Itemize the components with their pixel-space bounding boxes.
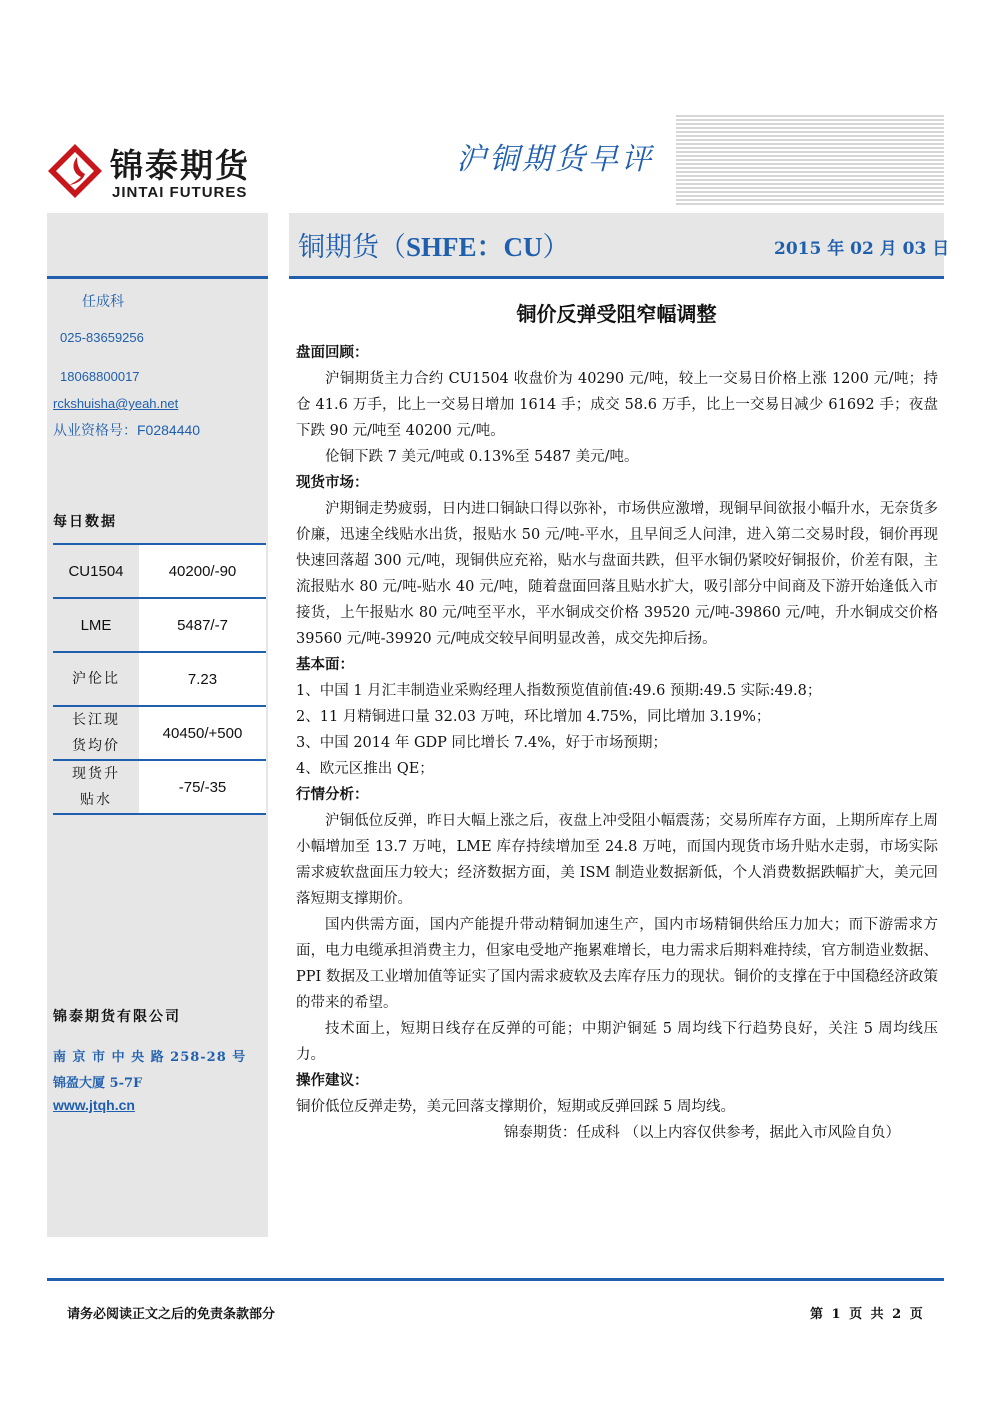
paragraph: 伦铜下跌 7 美元/吨或 0.13%至 5487 美元/吨。 <box>325 449 639 465</box>
analyst-phone-office: 025-83659256 <box>60 330 144 345</box>
table-row <box>53 759 266 815</box>
list-item: 3、中国 2014 年 GDP 同比增长 7.4%，好于市场预期； <box>296 735 667 751</box>
section-heading: 盘面回顾： <box>296 345 369 361</box>
page-number: 第 1 页 共 2 页 <box>810 1307 923 1322</box>
section-title <box>298 225 570 264</box>
section-heading: 行情分析： <box>296 787 369 803</box>
row-value: 40200/-90 <box>139 545 266 597</box>
title-band-divider <box>289 276 944 279</box>
paragraph: 沪期铜走势疲弱，日内进口铜缺口得以弥补，市场供应激增，现铜早间欲报小幅升水，无奈货多价廉，迅速全线贴水出货，报贴水 50 元/吨-平水，且早间乏人问津，进入第二交易时段，铜价再现快速回落超 300 元/吨，现铜供应充裕，贴水与盘面共跌，但平水铜仍紧咬好铜报价，价差有限，主流报贴水 80 元/吨-贴水 40 元/吨，随着盘面回落且贴水扩大，吸引部分中间商及下游开始逢低入市接货，上午报贴水 80 元/吨至平水，平水铜成交价格 39520 元/吨-39860 元/吨，升水铜成交价格 39560 元/吨-39920 元/吨成交较早间明显改善，成交先抑后扬。 <box>296 501 938 647</box>
report-title: 沪铜期货早评 <box>456 142 654 177</box>
section-heading: 现货市场： <box>296 475 369 491</box>
company-address-line1: 南 京 市 中 央 路 258-28 号 <box>53 1050 247 1065</box>
table-row <box>53 705 266 759</box>
analyst-name: 任成科 <box>82 293 124 309</box>
row-label: CU1504 <box>68 562 124 580</box>
paragraph: 国内供需方面，国内产能提升带动精铜加速生产，国内市场精铜供给压力加大；而下游需求方面，电力电缆承担消费主力，但家电受地产拖累难增长，电力需求后期料难持续，官方制造业数据、PPI 数据及工业增加值等证实了国内需求疲软及去库存压力的现状。铜价的支撑在于中国稳经济政策的带来的希望。 <box>296 917 938 1011</box>
daily-data-title: 每日数据 <box>53 514 117 530</box>
row-value: -75/-35 <box>139 761 266 813</box>
company-address-line2: 锦盈大厦 5-7F <box>53 1076 143 1091</box>
list-item: 4、欧元区推出 QE； <box>296 761 434 777</box>
paragraph: 沪铜低位反弹，昨日大幅上涨之后，夜盘上冲受阻小幅震荡；交易所库存方面，上期所库存上周小幅增加至 13.7 万吨，LME 库存持续增加至 24.8 万吨，而国内现货市场升贴水走弱，市场实际需求疲软盘面压力较大；经济数据方面，美 ISM 制造业数据新低，个人消费数据跌幅扩大，美元回落短期支撑期价。 <box>296 813 938 907</box>
section-title-suffix: ） <box>542 232 570 263</box>
company-logo-icon <box>47 143 103 199</box>
company-logo-cn: 锦泰期货 <box>110 146 250 185</box>
table-row <box>53 651 266 705</box>
row-label: 现货升贴水 <box>72 766 120 808</box>
footer-disclaimer: 请务必阅读正文之后的免责条款部分 <box>67 1307 276 1322</box>
paragraph: 技术面上，短期日线存在反弹的可能；中期沪铜延 5 周均线下行趋势良好，关注 5 周均线压力。 <box>296 1021 938 1063</box>
sidebar-divider <box>47 276 268 279</box>
report-date: 2015 年 02 月 03 日 <box>774 239 950 259</box>
row-label: LME <box>80 616 112 634</box>
section-title-prefix: 铜期货（ <box>298 232 406 263</box>
table-row <box>53 543 266 597</box>
analyst-certificate: 从业资格号：F0284440 <box>53 422 201 438</box>
list-item: 2、11 月精铜进口量 32.03 万吨，环比增加 4.75%，同比增加 3.19%； <box>296 709 771 725</box>
section-heading: 操作建议： <box>296 1073 369 1089</box>
table-row <box>53 597 266 651</box>
row-label: 沪伦比 <box>72 671 120 687</box>
section-title-code: SHFE：CU <box>406 232 543 262</box>
daily-data-table <box>53 543 266 815</box>
row-value: 5487/-7 <box>139 599 266 651</box>
paragraph: 沪铜期货主力合约 CU1504 收盘价为 40290 元/吨，较上一交易日价格上涨 1200 元/吨；持仓 41.6 万手，比上一交易日增加 1614 手；成交 58.6 万手，比上一交易日减少 61692 手；夜盘下跌 90 元/吨至 40200 元/吨。 <box>296 371 938 439</box>
signature-line: 锦泰期货：任成科 （以上内容仅供参考，据此入市风险自负） <box>503 1125 900 1141</box>
row-value: 7.23 <box>139 653 266 705</box>
footer-divider <box>47 1278 944 1281</box>
company-website-link[interactable]: www.jtqh.cn <box>53 1097 135 1113</box>
section-heading: 基本面： <box>296 657 354 673</box>
paragraph: 铜价低位反弹走势，美元回落支撑期价，短期或反弹回踩 5 周均线。 <box>296 1099 735 1115</box>
analyst-phone-mobile: 18068800017 <box>60 369 140 384</box>
row-value: 40450/+500 <box>139 707 266 759</box>
article-body <box>296 340 938 1146</box>
company-name: 锦泰期货有限公司 <box>53 1009 181 1025</box>
row-label: 长江现货均价 <box>72 712 120 754</box>
header-stripe-decoration <box>676 115 944 207</box>
analyst-email-link[interactable]: rckshuisha@yeah.net <box>53 396 179 411</box>
article-headline: 铜价反弹受阻窄幅调整 <box>516 302 717 326</box>
list-item: 1、中国 1 月汇丰制造业采购经理人指数预览值前值:49.6 预期:49.5 实际:49.8； <box>296 683 822 699</box>
company-logo-en: JINTAI FUTURES <box>112 184 248 201</box>
